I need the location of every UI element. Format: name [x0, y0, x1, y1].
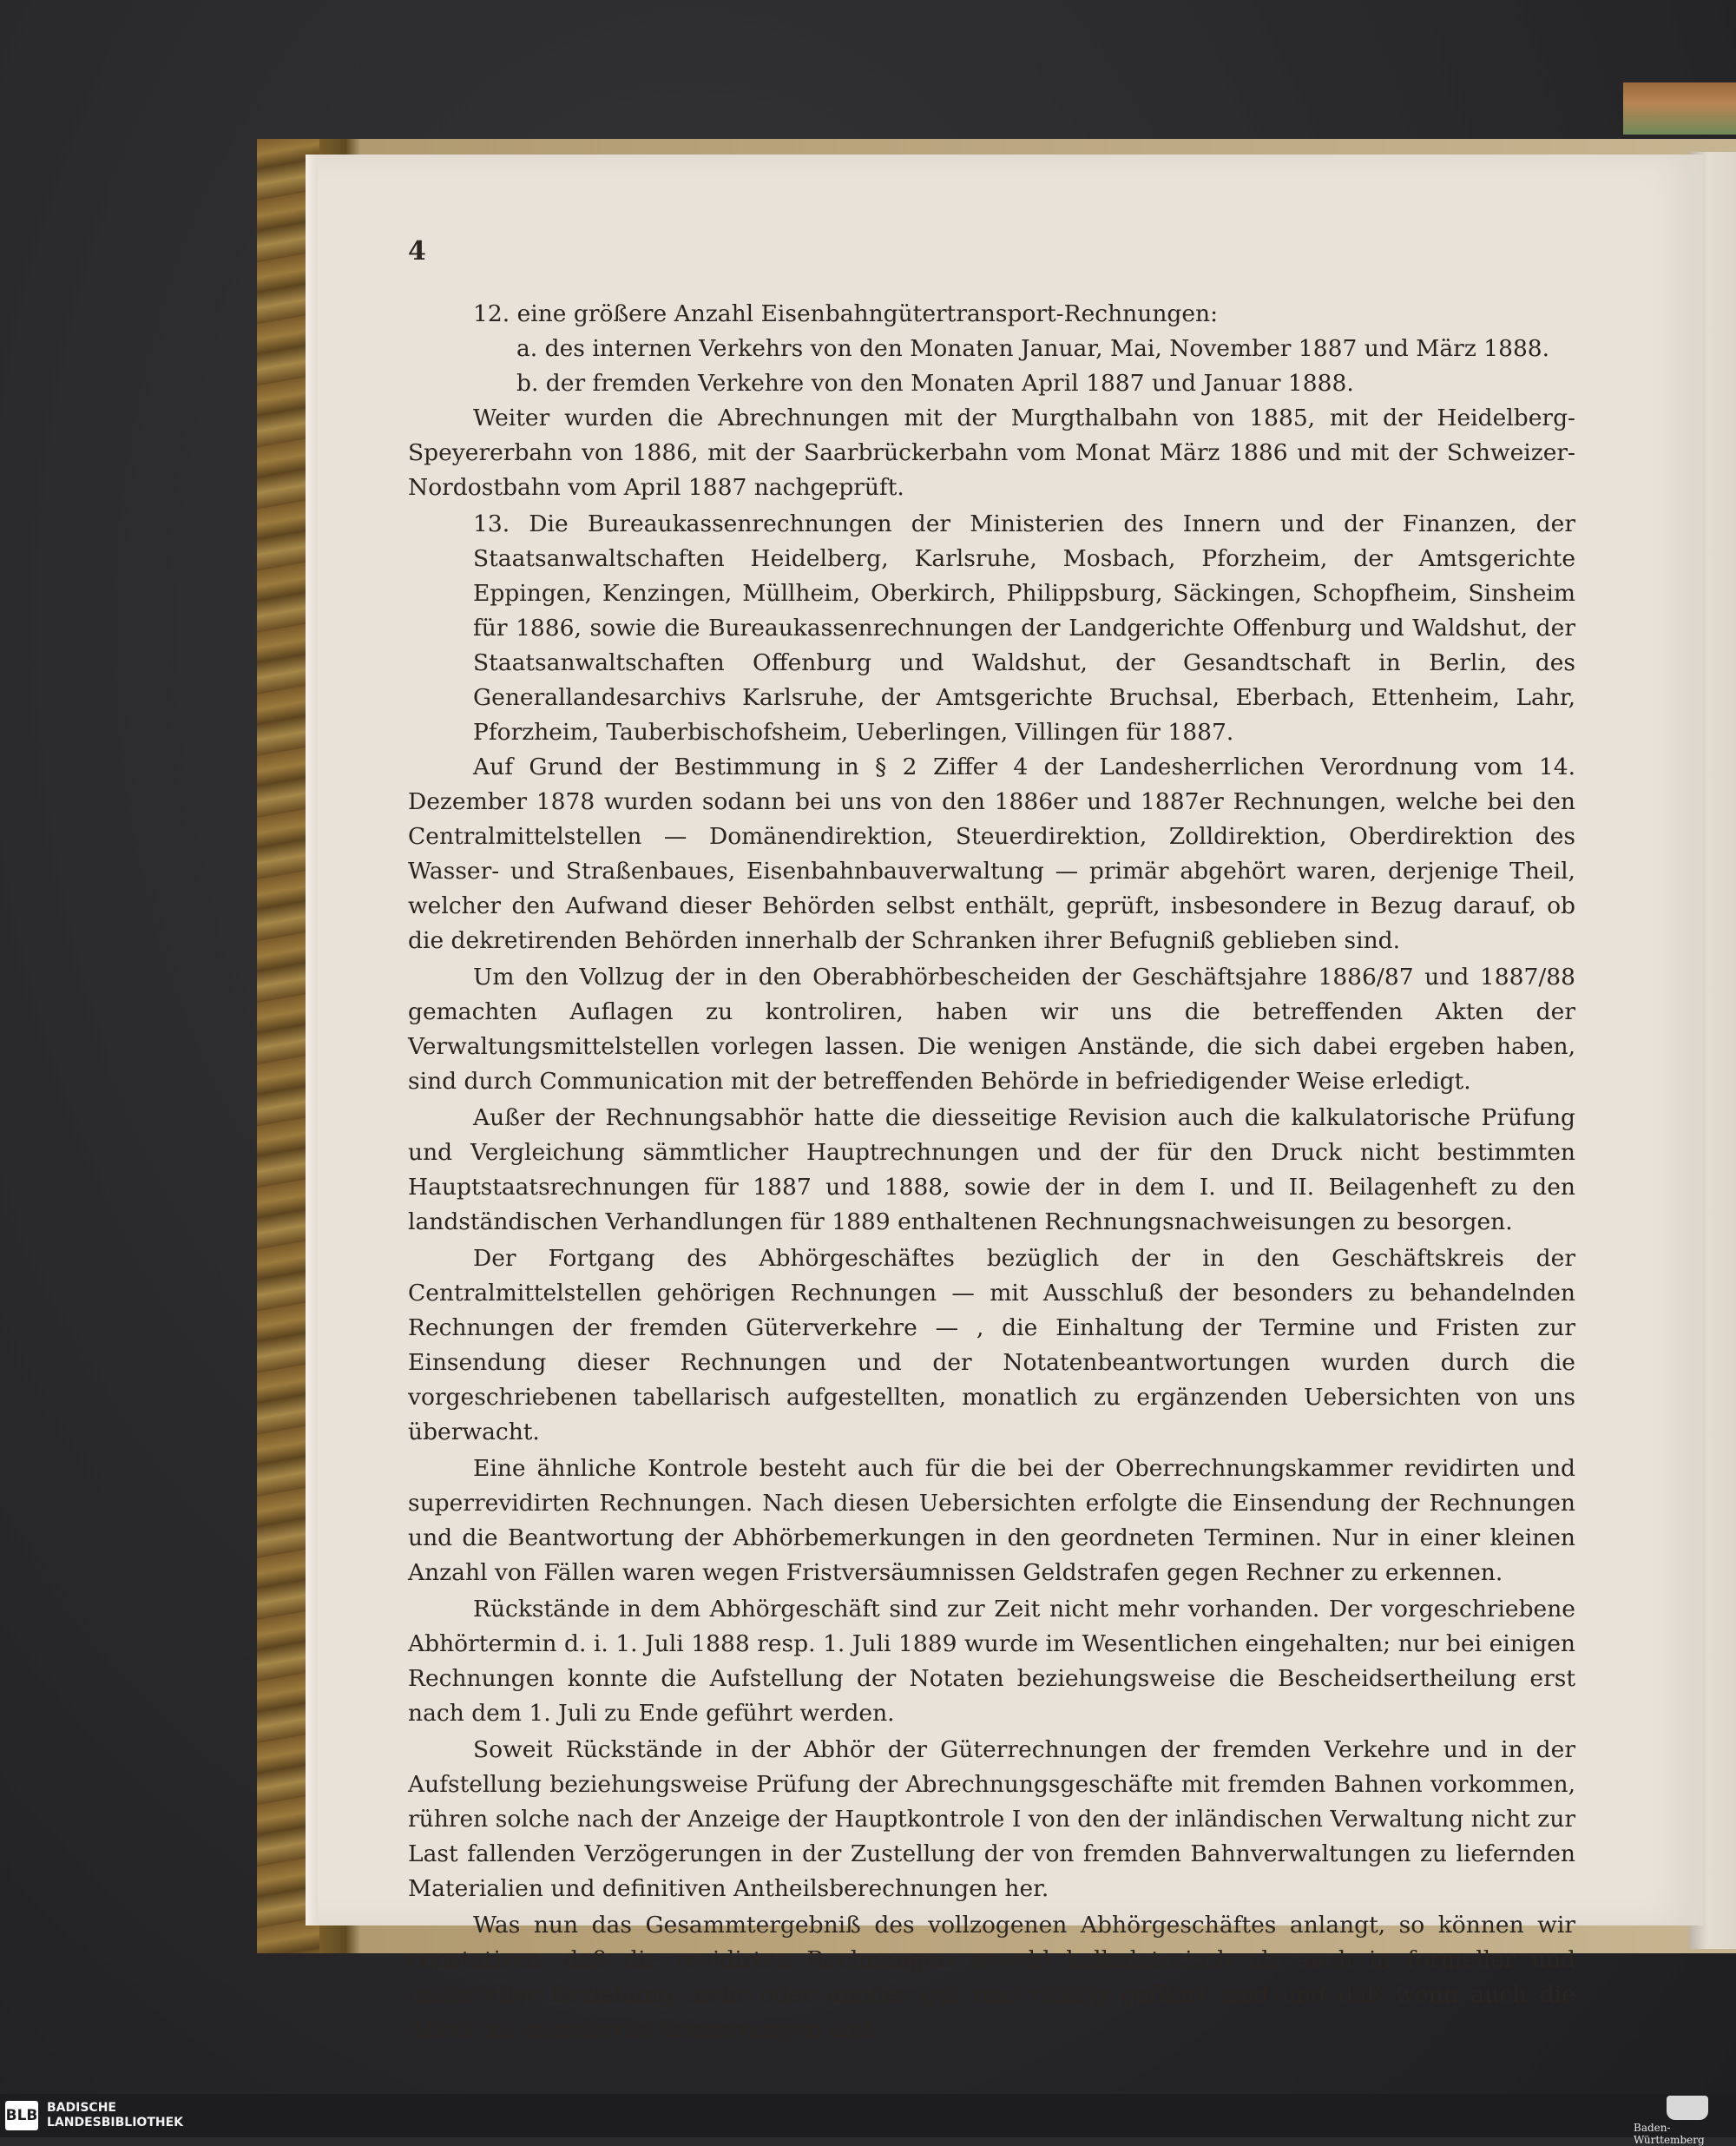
library-name-line1: BADISCHE	[47, 2101, 116, 2115]
page-number: 4	[408, 236, 426, 267]
item-13: 13. Die Bureaukassenrechnungen der Ministerien des Innern und der Finanzen, der Staatsanwaltschaften Heidelberg, Karlsruhe, Mosbach, Pforzheim, der Amtsgerichte Eppingen, Kenzingen, Müllheim, Oberkirch, Philippsburg, Säckingen, Schopfheim, Sinsheim für 1886, sowie die Bureaukassenrechnungen der Landgerichte Offenburg und Waldshut, der Staatsanwaltschaften Offenburg und Waldshut, der Gesandtschaft in Berlin, des Generallandesarchivs Karlsruhe, der Amtsgerichte Bruchsal, Eberbach, Ettenheim, Lahr, Pforzheim, Tauberbischofsheim, Ueberlingen, Villingen für 1887.	[473, 510, 1575, 746]
page-edge	[306, 155, 318, 1925]
paragraph-vollzug: Um den Vollzug der in den Oberabhörbescheiden der Geschäftsjahre 1886/87 und 1887/88 gemachten Auflagen zu kontroliren, haben wir uns die betreffenden Akten der Verwaltungsmittelstellen vorlegen lassen. Die wenigen Anstände, die sich dabei ergeben haben, sind durch Communication mit der betreffenden Behörde in befriedigender Weise erledigt.	[408, 964, 1575, 1095]
paragraph-ausser: Außer der Rechnungsabhör hatte die diesseitige Revision auch die kalkulatorische Prüfung und Vergleichung sämmtlicher Hauptrechnungen und der für den Druck nicht bestimmten Hauptstaatsrechnungen für 1887 und 1888, sowie der in dem I. und II. Beilagenheft zu den landständischen Verhandlungen für 1889 enthaltenen Rechnungsnachweisungen zu besorgen.	[408, 1104, 1575, 1235]
paragraph-rueckstaende: Rückstände in dem Abhörgeschäft sind zur Zeit nicht mehr vorhanden. Der vorgeschriebene Abhörtermin d. i. 1. Juli 1888 resp. 1. Juli 1889 wurde im Wesentlichen eingehalten; nur bei einigen Rechnungen konnte die Aufstellung der Notaten beziehungsweise die Bescheidsertheilung erst nach dem 1. Juli zu Ende geführt werden.	[408, 1596, 1575, 1727]
viewer-footer-bar	[0, 2094, 1736, 2137]
paragraph-gesammtergebnis: Was nun das Gesammtergebniß des vollzogenen Abhörgeschäftes anlangt, so können wir constatiren, daß die revidirten Rechnungen sowohl kalkulatorisch als auch in formeller und materieller Beziehung mehr oder minder gut und richtig geführt sind und daß wenn auch die Abhör zu mancherlei Erinnerungen und	[408, 1912, 1575, 2043]
page-text	[408, 226, 1575, 2049]
paragraph-weiter: Weiter wurden die Abrechnungen mit der Murgthalbahn von 1885, mit der Heidelberg-Speyererbahn von 1886, mit der Saarbrückerbahn vom Monat März 1886 und mit der Schweizer-Nordostbahn vom April 1887 nachgeprüft.	[408, 405, 1575, 501]
blb-logo-icon[interactable]: BLB	[5, 2101, 38, 2130]
library-name[interactable]	[47, 2101, 183, 2130]
coat-of-arms-icon	[1667, 2096, 1708, 2120]
state-label: Baden-Württemberg	[1634, 2122, 1705, 2146]
item-12-a: a. des internen Verkehrs von den Monaten Januar, Mai, November 1887 und März 1888.	[516, 335, 1550, 362]
paragraph-auf-grund: Auf Grund der Bestimmung in § 2 Ziffer 4 der Landesherrlichen Verordnung vom 14. Dezember 1878 wurden sodann bei uns von den 1886er und 1887er Rechnungen, welche bei den Centralmittelstellen — Domänendirektion, Steuerdirektion, Zolldirektion, Oberdirektion des Wasser- und Straßenbaues, Eisenbahnbauverwaltung — primär abgehört waren, derjenige Theil, welcher den Aufwand dieser Behörden selbst enthält, geprüft, insbesondere in Bezug darauf, ob die dekretirenden Behörden innerhalb der Schranken ihrer Befugniß geblieben sind.	[408, 754, 1575, 954]
library-name-line2: LANDESBIBLIOTHEK	[47, 2116, 184, 2130]
item-12-b: b. der fremden Verkehre von den Monaten April 1887 und Januar 1888.	[516, 370, 1354, 397]
item-12-lead: 12. eine größere Anzahl Eisenbahngütertransport-Rechnungen:	[473, 300, 1219, 327]
paragraph-soweit: Soweit Rückstände in der Abhör der Güterrechnungen der fremden Verkehre und in der Aufstellung beziehungsweise Prüfung der Abrechnungsgeschäfte mit fremden Bahnen vorkommen, rühren solche nach der Anzeige der Hauptkontrole I von den der inländischen Verwaltung nicht zur Last fallenden Verzögerungen in der Zustellung der von fremden Bahnverwaltungen zu liefernden Materialien und definitiven Antheilsberechnungen her.	[408, 1736, 1575, 1902]
paragraph-fortgang: Der Fortgang des Abhörgeschäftes bezüglich der in den Geschäftskreis der Centralmittelstellen gehörigen Rechnungen — mit Ausschluß der besonders zu behandelnden Rechnungen der fremden Güterverkehre — , die Einhaltung der Termine und Fristen zur Einsendung dieser Rechnungen und der Notatenbeantwortungen wurden durch die vorgeschriebenen tabellarisch aufgestellten, monatlich zu ergänzenden Uebersichten von uns überwacht.	[408, 1245, 1575, 1445]
paragraph-kontrole: Eine ähnliche Kontrole besteht auch für die bei der Oberrechnungskammer revidirten und superrevidirten Rechnungen. Nach diesen Uebersichten erfolgte die Einsendung der Rechnungen und die Beantwortung der Abhörbemerkungen in den geordneten Terminen. Nur in einer kleinen Anzahl von Fällen waren wegen Fristversäumnissen Geldstrafen gegen Rechner zu erkennen.	[408, 1455, 1575, 1586]
adjacent-book	[1623, 82, 1736, 135]
